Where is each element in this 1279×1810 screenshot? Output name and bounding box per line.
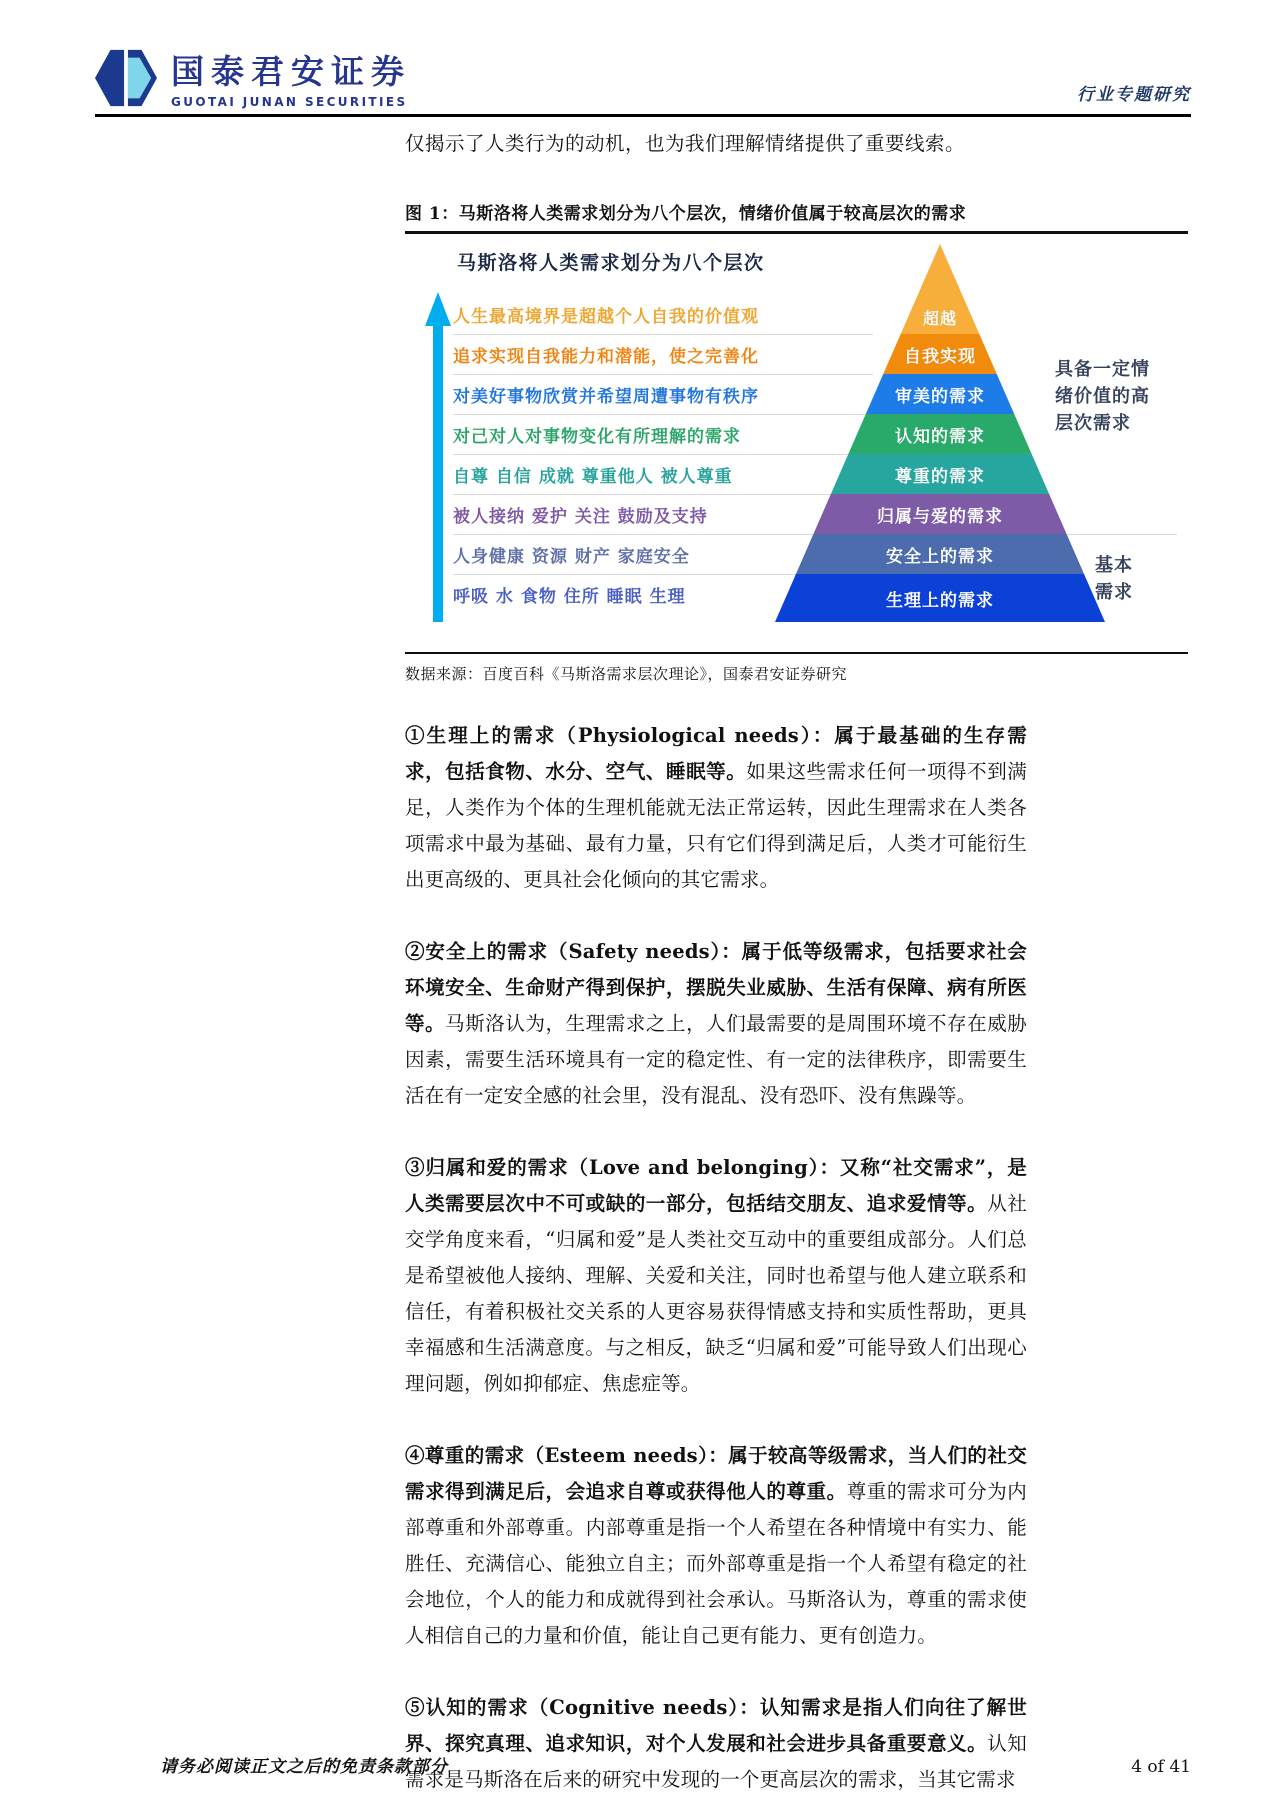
level-desc-3: 对己对人对事物变化有所理解的需求 — [453, 426, 741, 447]
pyramid-label-6: 安全上的需求 — [886, 546, 994, 567]
level-descriptions — [453, 294, 813, 614]
level-desc-5: 被人接纳 爱护 关注 鼓励及支持 — [453, 506, 708, 527]
company-logo — [95, 46, 411, 109]
paragraph-3 — [405, 1150, 1027, 1402]
paragraph-1-body: 如果这些需求任何一项得不到满足，人类作为个体的生理机能就无法正常运转，因此生理需求在人类各项需求中最为基础、最有力量，只有它们得到满足后，人类才可能衍生出更高级的、更具社会化倾向的其它需求。 — [405, 760, 1027, 891]
page-header — [95, 46, 1191, 117]
pyramid-label-4: 尊重的需求 — [895, 466, 985, 487]
pyramid-label-3: 认知的需求 — [895, 426, 985, 447]
pyramid-label-1: 自我实现 — [904, 346, 976, 367]
intro-text: 仅揭示了人类行为的动机，也为我们理解情绪提供了重要线索。 — [405, 132, 966, 155]
pyramid-label-7: 生理上的需求 — [886, 590, 994, 611]
paragraph-1-lead: ①生理上的需求（Physiological needs）：属于最基础的生存需求，包括食物、水分、空气、睡眠等。 — [405, 724, 1027, 783]
diagram-title: 马斯洛将人类需求划分为八个层次 — [457, 252, 765, 274]
paragraph-3-lead: ③归属和爱的需求（Love and belonging）：又称“社交需求”，是人类需要层次中不可或缺的一部分，包括结交朋友、追求爱情等。 — [405, 1156, 1027, 1215]
level-desc-1: 追求实现自我能力和潜能，使之完善化 — [453, 346, 759, 367]
page-footer — [160, 1752, 1191, 1777]
annotation-basic-needs: 基本需求 — [1095, 555, 1133, 603]
level-desc-7: 呼吸 水 食物 住所 睡眠 生理 — [453, 586, 686, 607]
paragraph-5 — [405, 1690, 1027, 1798]
figure-source: 数据来源：百度百科《马斯洛需求层次理论》，国泰君安证券研究 — [405, 665, 848, 683]
pyramid-label-0: 超越 — [922, 309, 957, 328]
level-desc-6: 人身健康 资源 财产 家庭安全 — [453, 546, 690, 567]
paragraph-5-lead: ⑤认知的需求（Cognitive needs）：认知需求是指人们向往了解世界、探究真理、追求知识，对个人发展和社会进步具备重要意义。 — [405, 1696, 1027, 1755]
body-paragraphs — [405, 718, 1027, 1798]
paragraph-5-body: 认知需求是马斯洛在后来的研究中发现的一个更高层次的需求，当其它需求 — [405, 1732, 1027, 1791]
paragraph-4-lead: ④尊重的需求（Esteem needs）：属于较高等级需求，当人们的社交需求得到满足后，会追求自尊或获得他人的尊重。 — [405, 1444, 1027, 1503]
report-type-label: 行业专题研究 — [1077, 85, 1191, 105]
pyramid-label-2: 审美的需求 — [895, 386, 985, 407]
logo-text — [171, 46, 411, 109]
annotation-high-needs: 具备一定情绪价值的高层次需求 — [1055, 359, 1150, 434]
paragraph-4-body: 尊重的需求可分为内部尊重和外部尊重。内部尊重是指一个人希望在各种情境中有实力、能胜任、充满信心、能独立自主；而外部尊重是指一个人希望有稳定的社会地位，个人的能力和成就得到社会承认。马斯洛认为，尊重的需求使人相信自己的力量和价值，能让自己更有能力、更有创造力。 — [405, 1480, 1027, 1647]
logo-icon — [95, 49, 157, 107]
up-arrow-icon — [425, 292, 451, 622]
paragraph-1 — [405, 718, 1027, 898]
pyramid-label-5: 归属与爱的需求 — [877, 506, 1003, 527]
level-desc-0: 人生最高境界是超越个人自我的价值观 — [453, 306, 759, 327]
figure-canvas — [405, 234, 1188, 654]
paragraph-2 — [405, 934, 1027, 1114]
report-body — [405, 129, 1188, 1798]
logo-company-name-en: GUOTAI JUNAN SECURITIES — [171, 95, 408, 109]
logo-company-name: 国泰君安证券 — [171, 52, 411, 91]
level-desc-2: 对美好事物欣赏并希望周遭事物有秩序 — [453, 386, 759, 407]
level-desc-4: 自尊 自信 成就 尊重他人 被人尊重 — [453, 466, 733, 487]
paragraph-4 — [405, 1438, 1027, 1654]
figure-title: 图 1：马斯洛将人类需求划分为八个层次，情绪价值属于较高层次的需求 — [405, 199, 1188, 234]
figure-1 — [405, 199, 1188, 684]
paragraph-2-body: 马斯洛认为，生理需求之上，人们最需要的是周围环境不存在威胁因素，需要生活环境具有一定的稳定性、有一定的法律秩序，即需要生活在有一定安全感的社会里，没有混乱、没有恐吓、没有焦躁等。 — [405, 1012, 1027, 1107]
page-number: 4 of 41 — [1131, 1757, 1191, 1777]
paragraph-3-body: 从社交学角度来看，“归属和爱”是人类社交互动中的重要组成部分。人们总是希望被他人接纳、理解、关爱和关注，同时也希望与他人建立联系和信任，有着积极社交关系的人更容易获得情感支持和实质性帮助，更具幸福感和生活满意度。与之相反，缺乏“归属和爱”可能导致人们出现心理问题，例如抑郁症、焦虑症等。 — [405, 1192, 1027, 1395]
footer-disclaimer: 请务必阅读正文之后的免责条款部分 — [160, 1757, 448, 1777]
paragraph-2-lead: ②安全上的需求（Safety needs）：属于低等级需求，包括要求社会环境安全、生命财产得到保护，摆脱失业威胁、生活有保障、病有所医等。 — [405, 940, 1027, 1035]
